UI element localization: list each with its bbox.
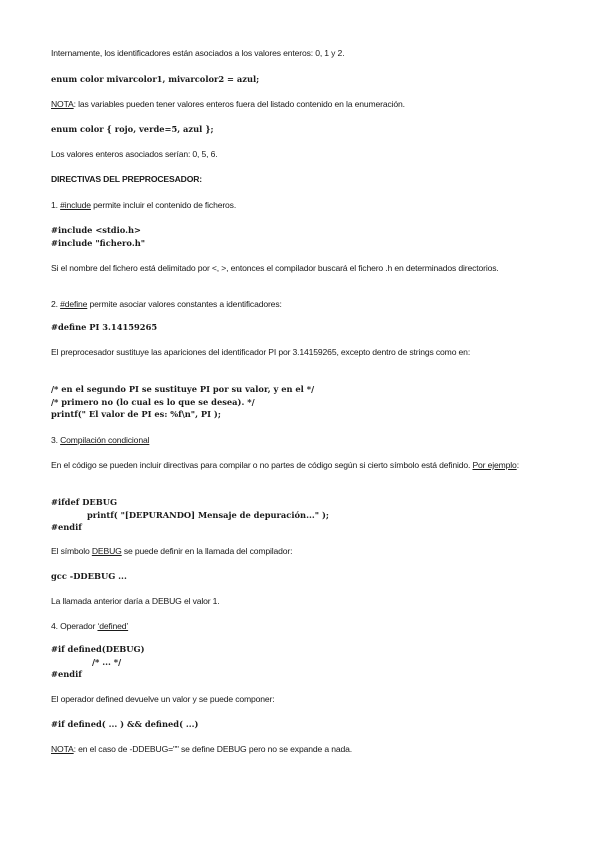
code-line: #endif (51, 522, 82, 532)
nota-label: NOTA (51, 99, 74, 109)
conditional-paragraph (51, 460, 553, 471)
code-line: /* en el segundo PI se sustituye PI por su valor, y en el */ (51, 384, 315, 394)
section-heading: DIRECTIVAS DEL PREPROCESADOR: (51, 174, 202, 184)
code-line: #ifdef DEBUG (51, 497, 118, 507)
conditional-text: En el código se pueden incluir directivas para compilar o no partes de código según si cierto símbolo está definido. (51, 460, 473, 470)
nota-paragraph-2 (51, 744, 553, 755)
debug-note-pre: El símbolo (51, 546, 92, 556)
code-line: #endif (51, 669, 82, 679)
item-number: 2. (51, 299, 61, 309)
operator-note-paragraph: El operador defined devuelve un valor y se puede componer: (51, 694, 275, 704)
item-number: 1. (51, 200, 61, 210)
code-compose: #if defined( ... ) && defined( ...) (51, 719, 199, 729)
item-include (51, 200, 553, 211)
debug-keyword: DEBUG (91, 546, 122, 556)
code-line: printf(" El valor de PI es: %f\n", PI ); (51, 409, 221, 419)
intro-paragraph: Internamente, los identificadores están asociados a los valores enteros: 0, 1 y 2. (51, 48, 345, 58)
code-ifdefined-block (51, 643, 553, 681)
item-conditional (51, 435, 553, 446)
code-enum-declaration: enum color mivarcolor1, mivarcolor2 = azul; (51, 74, 260, 84)
item-define (51, 299, 553, 310)
item-text: permite incluir el contenido de ficheros. (90, 200, 237, 210)
define-note-paragraph: El preprocesador sustituye las apariciones del identificador PI por 3.14159265, excepto dentro de strings como en: (51, 347, 471, 357)
example-link: Por ejemplo (472, 460, 517, 470)
code-strings-block (51, 383, 553, 421)
code-line: /* primero no (lo cual es lo que se desea). */ (51, 396, 255, 407)
include-keyword: #include (60, 200, 91, 210)
code-enum-values: enum color { rojo, verde=5, azul }; (51, 124, 214, 134)
item-number: 4. Operador (51, 621, 98, 631)
nota-text: : en el caso de -DDEBUG="" se define DEBUG pero no se expande a nada. (73, 744, 352, 754)
code-define: #define PI 3.14159265 (51, 322, 158, 332)
define-keyword: #define (60, 299, 88, 309)
code-line: /* ... */ (92, 656, 122, 667)
item-number: 3. (51, 435, 61, 445)
values-paragraph: Los valores enteros asociados serían: 0, 5, 6. (51, 149, 218, 159)
conditional-keyword: Compilación condicional (60, 435, 150, 445)
nota-label: NOTA (51, 744, 74, 754)
nota-paragraph-1 (51, 99, 553, 110)
debug-note-post: se puede definir en la llamada del compilador: (121, 546, 293, 556)
colon: : (516, 460, 519, 470)
gcc-note-paragraph: La llamada anterior daría a DEBUG el valor 1. (51, 596, 220, 606)
code-line: #include <stdio.h> (51, 225, 142, 235)
code-ifdef-block (51, 496, 553, 534)
code-gcc: gcc -DDEBUG ... (51, 571, 127, 581)
nota-text: : las variables pueden tener valores enteros fuera del listado contenido en la enumeración. (73, 99, 405, 109)
defined-keyword: ‘defined’ (97, 621, 129, 631)
code-line: #if defined(DEBUG) (51, 644, 145, 654)
debug-note-paragraph (51, 546, 553, 557)
item-defined-operator (51, 621, 553, 632)
code-line: #include "fichero.h" (51, 237, 146, 248)
code-include-block (51, 224, 553, 249)
include-note-paragraph: Si el nombre del fichero está delimitado por <, >, entonces el compilador buscará el fichero .h en determinados directorios. (51, 263, 499, 273)
code-line: printf( "[DEPURANDO] Mensaje de depuración..." ); (87, 509, 329, 520)
item-text: permite asociar valores constantes a identificadores: (87, 299, 282, 309)
